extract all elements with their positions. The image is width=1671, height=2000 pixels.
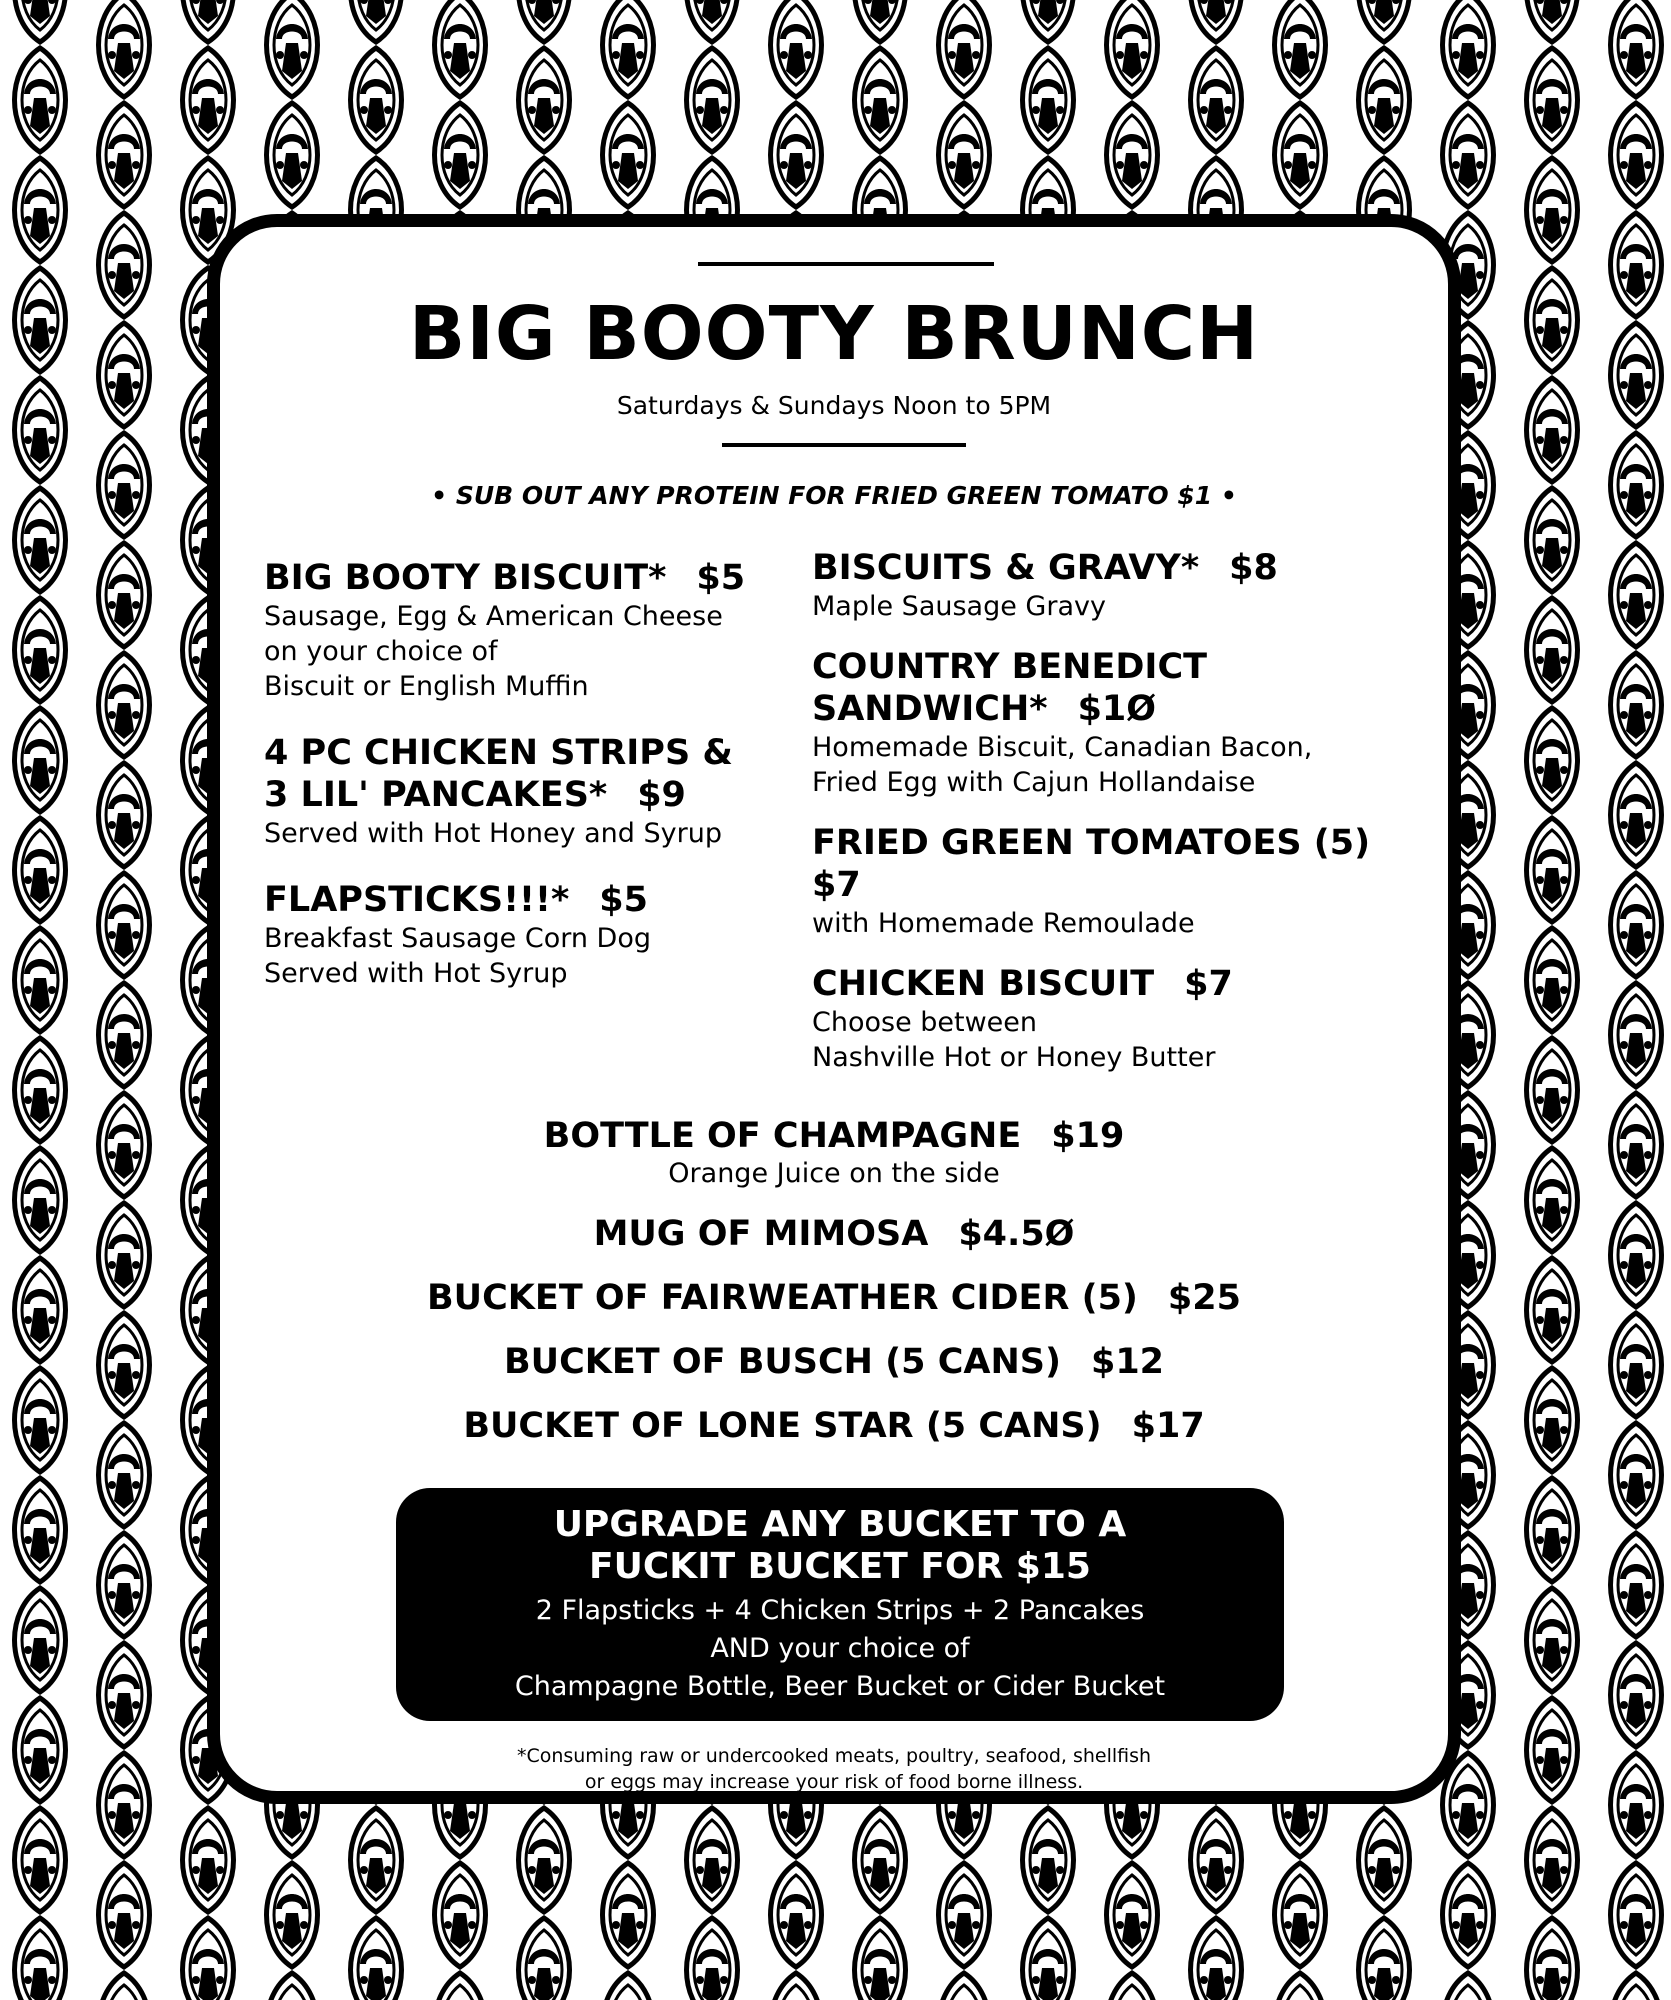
leaf-pattern-icon (435, 0, 486, 97)
leaf-pattern-icon (15, 1698, 66, 1802)
item-description: Served with Hot Honey and Syrup (264, 818, 722, 849)
leaf-pattern-icon (15, 1368, 66, 1472)
leaf-pattern-icon (603, 1973, 654, 2000)
leaf-pattern-icon (99, 873, 150, 977)
leaf-pattern-icon (1527, 708, 1578, 812)
leaf-pattern-icon (1611, 1423, 1662, 1527)
leaf-pattern-icon (1359, 1808, 1410, 1912)
leaf-pattern-icon (99, 1643, 150, 1747)
leaf-pattern-icon (15, 1918, 66, 2000)
item-description: Maple Sausage Gravy (812, 591, 1106, 622)
leaf-pattern-icon (183, 0, 234, 42)
leaf-pattern-icon (1527, 0, 1578, 42)
leaf-pattern-icon (1527, 1698, 1578, 1802)
leaf-pattern-icon (1527, 1808, 1578, 1912)
leaf-pattern-icon (1191, 0, 1242, 42)
leaf-pattern-icon (1527, 268, 1578, 372)
leaf-pattern-icon (99, 1423, 150, 1527)
leaf-pattern-icon (15, 378, 66, 482)
leaf-pattern-icon (1359, 48, 1410, 152)
leaf-pattern-icon (1611, 543, 1662, 647)
right-column (812, 547, 1424, 1103)
drink-name: BOTTLE OF CHAMPAGNE (543, 1116, 1022, 1156)
leaf-pattern-icon (1443, 1863, 1494, 1967)
leaf-pattern-icon (1527, 1038, 1578, 1142)
item-price: $5 (599, 880, 648, 920)
leaf-pattern-icon (183, 1808, 234, 1912)
leaf-pattern-icon (855, 1808, 906, 1912)
leaf-pattern-icon (1191, 48, 1242, 152)
leaf-pattern-icon (351, 1808, 402, 1912)
leaf-pattern-icon (1611, 873, 1662, 977)
leaf-pattern-icon (1611, 1093, 1662, 1197)
leaf-pattern-icon (1107, 1863, 1158, 1967)
leaf-pattern-icon (771, 0, 822, 97)
leaf-pattern-icon (99, 103, 150, 207)
item-name: COUNTRY BENEDICT SANDWICH* (812, 647, 1208, 729)
leaf-pattern-icon (99, 213, 150, 317)
upgrade-banner (396, 1488, 1284, 1721)
leaf-pattern-icon (99, 1313, 150, 1417)
leaf-pattern-icon (267, 1973, 318, 2000)
leaf-pattern-icon (99, 1093, 150, 1197)
leaf-pattern-icon (1191, 1808, 1242, 1912)
leaf-pattern-icon (1527, 378, 1578, 482)
leaf-pattern-icon (1275, 0, 1326, 97)
leaf-pattern-icon (351, 1918, 402, 2000)
leaf-pattern-icon (1611, 0, 1662, 97)
leaf-pattern-icon (1611, 983, 1662, 1087)
leaf-pattern-icon (1611, 103, 1662, 207)
leaf-pattern-icon (15, 598, 66, 702)
leaf-pattern-icon (1359, 1918, 1410, 2000)
leaf-pattern-icon (1527, 598, 1578, 702)
leaf-pattern-icon (99, 0, 150, 97)
leaf-pattern-icon (99, 1863, 150, 1967)
leaf-pattern-icon (1611, 1643, 1662, 1747)
leaf-pattern-icon (1443, 103, 1494, 207)
leaf-pattern-icon (1527, 488, 1578, 592)
item-description: Breakfast Sausage Corn Dog Served with Hot Syrup (264, 923, 651, 989)
leaf-pattern-icon (1611, 1533, 1662, 1637)
drink-item (220, 1405, 1448, 1447)
leaf-pattern-icon (99, 543, 150, 647)
item-price: $5 (696, 558, 746, 598)
leaf-pattern-icon (435, 1863, 486, 1967)
leaf-pattern-icon (1359, 0, 1410, 42)
leaf-pattern-icon (267, 0, 318, 97)
leaf-pattern-icon (1611, 1973, 1662, 2000)
menu-item (264, 732, 784, 851)
leaf-pattern-icon (1527, 1588, 1578, 1692)
leaf-pattern-icon (1023, 1918, 1074, 2000)
leaf-pattern-icon (1611, 433, 1662, 537)
leaf-pattern-icon (99, 1973, 150, 2000)
leaf-pattern-icon (183, 1918, 234, 2000)
leaf-pattern-icon (1527, 818, 1578, 922)
leaf-pattern-icon (1527, 1148, 1578, 1252)
leaf-pattern-icon (771, 1973, 822, 2000)
item-description: Homemade Biscuit, Canadian Bacon, Fried Egg with Cajun Hollandaise (812, 732, 1313, 798)
leaf-pattern-icon (1023, 48, 1074, 152)
item-price: $9 (637, 775, 686, 815)
title-rule-bottom (722, 443, 966, 447)
leaf-pattern-icon (99, 763, 150, 867)
leaf-pattern-icon (1527, 1258, 1578, 1362)
leaf-pattern-icon (435, 103, 486, 207)
leaf-pattern-icon (267, 103, 318, 207)
leaf-pattern-icon (99, 653, 150, 757)
leaf-pattern-icon (435, 1973, 486, 2000)
item-price: $8 (1229, 548, 1278, 588)
leaf-pattern-icon (939, 1973, 990, 2000)
item-name: 4 PC CHICKEN STRIPS & 3 LIL' PANCAKES* (264, 733, 733, 815)
leaf-pattern-icon (687, 1918, 738, 2000)
leaf-pattern-icon (1107, 1973, 1158, 2000)
leaf-pattern-icon (687, 48, 738, 152)
leaf-pattern-icon (1275, 1973, 1326, 2000)
leaf-pattern-icon (939, 103, 990, 207)
drink-name: MUG OF MIMOSA (593, 1214, 929, 1254)
leaf-pattern-icon (1611, 653, 1662, 757)
item-description: Sausage, Egg & American Cheese on your choice of Biscuit or English Muffin (264, 601, 723, 702)
leaf-pattern-icon (15, 268, 66, 372)
leaf-pattern-icon (1275, 1863, 1326, 1967)
drink-item (220, 1341, 1448, 1383)
left-column (264, 557, 784, 1019)
drink-price: $25 (1167, 1278, 1241, 1318)
menu-item (812, 822, 1424, 941)
leaf-pattern-icon (15, 488, 66, 592)
menu-subtitle: Saturdays & Sundays Noon to 5PM (616, 391, 1052, 420)
leaf-pattern-icon (183, 48, 234, 152)
leaf-pattern-icon (1275, 103, 1326, 207)
leaf-pattern-icon (99, 1533, 150, 1637)
leaf-pattern-icon (771, 1863, 822, 1967)
drink-price: $12 (1090, 1342, 1165, 1382)
leaf-pattern-icon (15, 0, 66, 42)
leaf-pattern-icon (939, 0, 990, 97)
item-name: CHICKEN BISCUIT (812, 964, 1155, 1004)
leaf-pattern-icon (99, 983, 150, 1087)
leaf-pattern-icon (687, 0, 738, 42)
drinks-section (220, 1115, 1448, 1469)
leaf-pattern-icon (855, 48, 906, 152)
leaf-pattern-icon (519, 1808, 570, 1912)
leaf-pattern-icon (1611, 1313, 1662, 1417)
leaf-pattern-icon (15, 1808, 66, 1912)
leaf-pattern-icon (1527, 928, 1578, 1032)
menu-item (812, 963, 1424, 1075)
menu-item (264, 557, 784, 704)
menu-item (812, 547, 1424, 624)
leaf-pattern-icon (1443, 1973, 1494, 2000)
item-name: FLAPSTICKS!!!* (264, 880, 570, 920)
leaf-pattern-icon (1527, 1478, 1578, 1582)
leaf-pattern-icon (15, 928, 66, 1032)
upgrade-title: UPGRADE ANY BUCKET TO A FUCKIT BUCKET FOR $15 (553, 1504, 1127, 1587)
leaf-pattern-icon (519, 48, 570, 152)
leaf-pattern-icon (351, 0, 402, 42)
leaf-pattern-icon (1023, 0, 1074, 42)
item-name: BIG BOOTY BISCUIT* (264, 558, 667, 598)
leaf-pattern-icon (15, 1148, 66, 1252)
leaf-pattern-icon (99, 433, 150, 537)
drink-item (220, 1277, 1448, 1319)
drink-price: $4.5Ø (958, 1214, 1075, 1254)
leaf-pattern-icon (603, 1863, 654, 1967)
leaf-pattern-icon (15, 1478, 66, 1582)
menu-item (812, 646, 1424, 800)
food-safety-disclaimer: *Consuming raw or undercooked meats, poultry, seafood, shellfish or eggs may increase your risk of food borne illness. (516, 1745, 1152, 1793)
item-price: $7 (812, 865, 861, 905)
item-price: $7 (1184, 964, 1233, 1004)
leaf-pattern-icon (1443, 0, 1494, 97)
drink-name: BUCKET OF LONE STAR (5 CANS) (463, 1406, 1102, 1446)
leaf-pattern-icon (267, 1863, 318, 1967)
drink-name: BUCKET OF BUSCH (5 CANS) (503, 1342, 1061, 1382)
drink-name: BUCKET OF FAIRWEATHER CIDER (5) (427, 1278, 1138, 1318)
leaf-pattern-icon (687, 1808, 738, 1912)
leaf-pattern-icon (771, 103, 822, 207)
leaf-pattern-icon (1191, 1918, 1242, 2000)
item-price: $1Ø (1077, 689, 1157, 729)
drink-item (220, 1213, 1448, 1255)
leaf-pattern-icon (1527, 48, 1578, 152)
leaf-pattern-icon (939, 1863, 990, 1967)
leaf-pattern-icon (1611, 213, 1662, 317)
leaf-pattern-icon (1611, 1753, 1662, 1857)
title-rule-top (698, 262, 994, 266)
leaf-pattern-icon (1611, 323, 1662, 427)
leaf-pattern-icon (519, 1918, 570, 2000)
leaf-pattern-icon (99, 1753, 150, 1857)
leaf-pattern-icon (855, 1918, 906, 2000)
leaf-pattern-icon (1107, 103, 1158, 207)
drink-description: Orange Juice on the side (668, 1158, 1000, 1189)
leaf-pattern-icon (15, 1258, 66, 1362)
drink-price: $19 (1051, 1116, 1125, 1156)
leaf-pattern-icon (1611, 1863, 1662, 1967)
leaf-pattern-icon (519, 0, 570, 42)
substitution-note: • SUB OUT ANY PROTEIN FOR FRIED GREEN TOMATO $1 • (431, 481, 1237, 510)
leaf-pattern-icon (15, 48, 66, 152)
leaf-pattern-icon (1527, 1918, 1578, 2000)
drink-price: $17 (1131, 1406, 1205, 1446)
leaf-pattern-icon (15, 708, 66, 812)
item-name: FRIED GREEN TOMATOES (5) (812, 823, 1371, 863)
leaf-pattern-icon (1611, 1203, 1662, 1307)
leaf-pattern-icon (1107, 0, 1158, 97)
leaf-pattern-icon (603, 103, 654, 207)
leaf-pattern-icon (1527, 158, 1578, 262)
menu-title: BIG BOOTY BRUNCH (408, 291, 1260, 377)
leaf-pattern-icon (99, 1203, 150, 1307)
leaf-pattern-icon (15, 158, 66, 262)
leaf-pattern-icon (1023, 1808, 1074, 1912)
upgrade-description: 2 Flapsticks + 4 Chicken Strips + 2 Pancakes AND your choice of Champagne Bottle, Beer Bucket or Cider Bucket (514, 1595, 1166, 1702)
leaf-pattern-icon (1611, 763, 1662, 867)
item-description: Choose between Nashville Hot or Honey Butter (812, 1007, 1216, 1073)
leaf-pattern-icon (855, 0, 906, 42)
item-description: with Homemade Remoulade (812, 908, 1195, 939)
leaf-pattern-icon (603, 0, 654, 97)
leaf-pattern-icon (1527, 1368, 1578, 1472)
leaf-pattern-icon (15, 1588, 66, 1692)
leaf-pattern-icon (15, 818, 66, 922)
leaf-pattern-icon (351, 48, 402, 152)
drink-item (220, 1115, 1448, 1191)
menu-item (264, 879, 784, 991)
menu-card (207, 214, 1461, 1804)
leaf-pattern-icon (15, 1038, 66, 1142)
leaf-pattern-icon (99, 323, 150, 427)
item-name: BISCUITS & GRAVY* (812, 548, 1200, 588)
